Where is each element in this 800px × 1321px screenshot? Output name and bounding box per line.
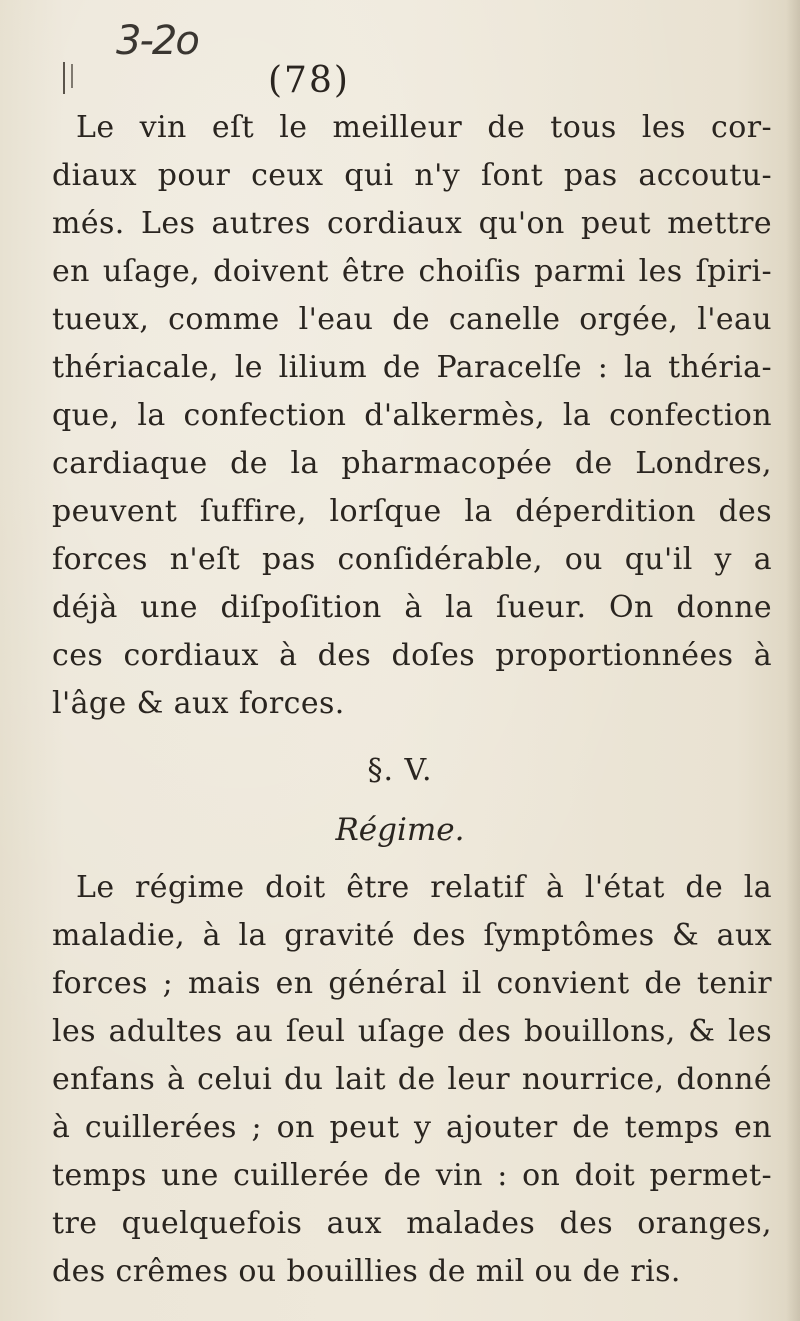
text-line: temps une cuillerée de vin : on doit permet-	[52, 1158, 772, 1193]
text-line: tre quelquefois aux malades des oranges,	[52, 1206, 772, 1241]
text-line: déjà une diſpoſition à la ſueur. On donne	[52, 590, 772, 625]
text-line: que, la confection d'alkermès, la confection	[52, 398, 772, 433]
page-edge-shadow	[786, 0, 800, 1321]
text-line: cardiaque de la pharmacopée de Londres,	[52, 446, 772, 481]
text-line: més. Les autres cordiaux qu'on peut mettre	[52, 206, 772, 241]
paragraph-regime	[52, 864, 772, 1296]
handwritten-annotation: 3-2o	[116, 18, 198, 64]
text-line: l'âge & aux forces.	[52, 686, 345, 721]
text-line: peuvent ſuffire, lorſque la déperdition des	[52, 494, 772, 529]
section-title: Régime.	[335, 812, 465, 848]
text-line: Le régime doit être relatif à l'état de la	[76, 870, 772, 905]
text-line: des crêmes ou bouillies de mil ou de ris.	[52, 1254, 681, 1289]
text-line: maladie, à la gravité des ſymptômes & aux	[52, 918, 772, 953]
section-number: §. V.	[367, 753, 433, 788]
text-line: forces ; mais en général il convient de tenir	[52, 966, 772, 1001]
paragraph-cordials	[52, 104, 772, 728]
text-line: ces cordiaux à des doſes proportionnées à	[52, 638, 772, 673]
page-number: (78)	[268, 60, 350, 101]
text-line: diaux pour ceux qui n'y ſont pas accoutu-	[52, 158, 772, 193]
text-line: thériacale, le lilium de Paracelſe : la théria-	[52, 350, 772, 385]
text-line: tueux, comme l'eau de canelle orgée, l'eau	[52, 302, 772, 337]
text-line: enfans à celui du lait de leur nourrice, donné	[52, 1062, 772, 1097]
text-line: à cuillerées ; on peut y ajouter de temps en	[52, 1110, 772, 1145]
text-line: forces n'eſt pas conſidérable, ou qu'il y a	[52, 542, 772, 577]
text-line: en uſage, doivent être choiſis parmi les ſpiri-	[52, 254, 772, 289]
text-line: Le vin eſt le meilleur de tous les cor-	[76, 110, 772, 145]
text-line: les adultes au ſeul uſage des bouillons, & les	[52, 1014, 772, 1049]
margin-bracket-mark	[60, 58, 88, 98]
